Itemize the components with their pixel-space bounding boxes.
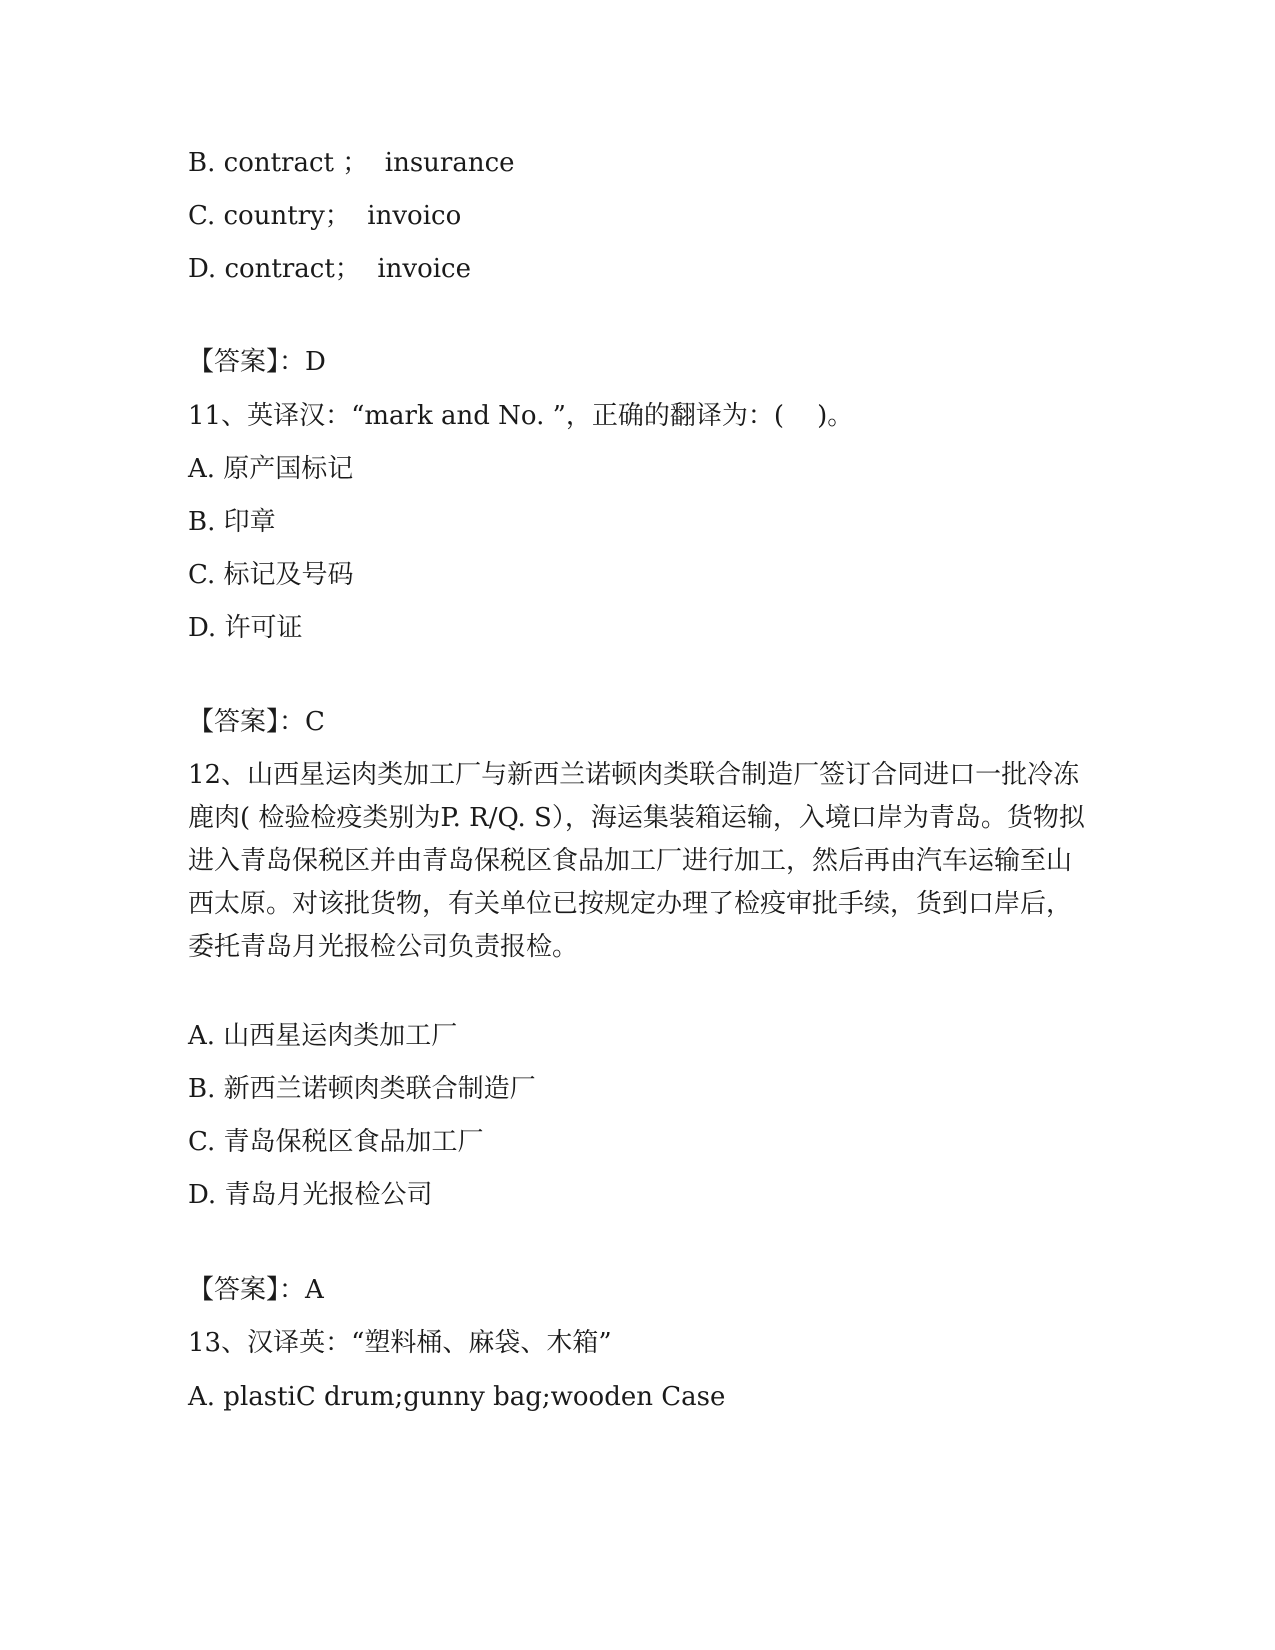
q11-question: 11、英译汉：“mark and No. ”，正确的翻译为：( )。: [188, 401, 854, 431]
q12-option-d: D. 青岛月光报检公司: [188, 1180, 433, 1210]
q10-option-b: B. contract ； insurance: [188, 148, 515, 178]
q11-option-a: A. 原产国标记: [188, 454, 354, 484]
q10-option-d: D. contract； invoice: [188, 254, 471, 284]
q12-answer: 【答案】：A: [188, 1275, 324, 1305]
q13-option-a: A. plastiC drum;gunny bag;wooden Case: [188, 1382, 726, 1412]
q10-option-c: C. country； invoico: [188, 201, 462, 231]
q11-option-b: B. 印章: [188, 507, 276, 537]
q12-option-a: A. 山西星运肉类加工厂: [188, 1021, 458, 1051]
q12-question: 12、山西星运肉类加工厂与新西兰诺顿肉类联合制造厂签订合同进口一批冷冻鹿肉( 检验检疫类别为P. R/Q. S），海运集装箱运输，入境口岸为青岛。货物拟进入青岛保税区并由青岛保税区食品加工厂进行加工，然后再由汽车运输至山西太原。对该批货物，有关单位已按规定办理了检疫审批手续，货到口岸后，委托青岛月光报检公司负责报检。: [188, 760, 1085, 962]
q12-option-c: C. 青岛保税区食品加工厂: [188, 1127, 484, 1157]
q10-answer: 【答案】：D: [188, 347, 326, 377]
q11-option-c: C. 标记及号码: [188, 560, 354, 590]
q11-option-d: D. 许可证: [188, 613, 303, 643]
q11-answer: 【答案】：C: [188, 707, 325, 737]
q12-option-b: B. 新西兰诺顿肉类联合制造厂: [188, 1074, 536, 1104]
q13-question: 13、汉译英：“塑料桶、麻袋、木箱”: [188, 1328, 612, 1358]
